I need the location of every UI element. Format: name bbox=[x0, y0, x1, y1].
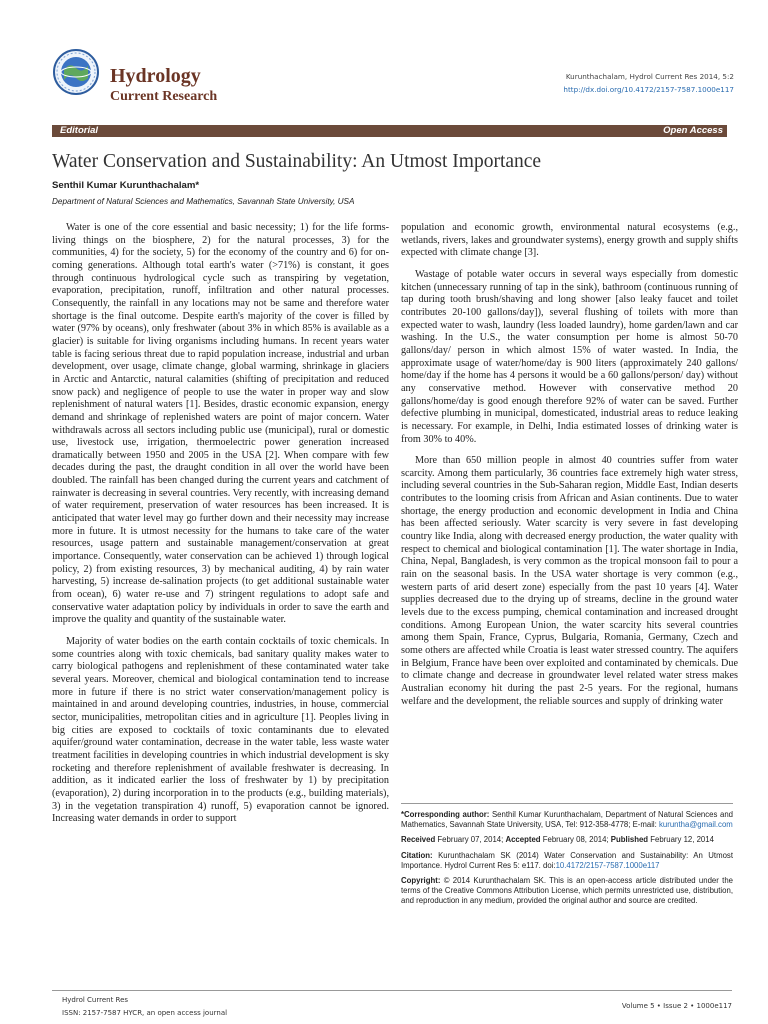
paragraph: Majority of water bodies on the earth contain cocktails of toxic chemicals. In some countries along with toxic chemicals, bad sanitary quality makes water to carry biological pathogens and replenishment of these contaminated water take several years. Moreover, chemical and biological contamination tend to increase more in future if there is no strict water conservation/management policy is maintained in and around developing countries, industries, in house, commercial sector, municipalities, metropolitan cities and in agriculture [1]. Peoples living in big cities are exposed to cocktails of toxic contaminants due to elevated aquifer/ground water contamination, decrease in the water table, less waste water treatment facilities in developing countries in which industrial development is sky rocketing and therefore replenishment of available freshwater is decreasing. In addition, as it indicated earlier the loss of freshwater by 1) by precipitation (evaporation), 2) during incorporation in to the products (e.g., building materials), 3) in the vegetation transpiration 4) runoff, 5) evaporation cannot be ignored. Increasing water demands in order to support bbox=[52, 636, 389, 825]
corresponding-author-note: *Corresponding author: Senthil Kumar Kurunthachalam, Department of Natural Sciences and Mathematics, Savannah State University, USA, Tel: 912-358-4778; E-mail: kuruntha@gmail.com bbox=[401, 810, 733, 830]
copyright-note: Copyright: © 2014 Kurunthachalam SK. This is an open-access article distributed under the terms of the Creative Commons Attribution License, which permits unrestricted use, distribution, and reproduction in any medium, provided the original author and source are credited. bbox=[401, 876, 733, 906]
citation-note: Citation: Kurunthachalam SK (2014) Water Conservation and Sustainability: An Utmost Importance. Hydrol Current Res 5: e117. doi:10.4172/2157-7587.1000e117 bbox=[401, 850, 733, 870]
footer-journal-info bbox=[62, 994, 227, 1020]
article-notes bbox=[401, 803, 733, 912]
paragraph: population and economic growth, environmental natural ecosystems (e.g., wetlands, rivers, lakes and groundwater systems), energy growth and supply shifts expected with climate change [3]. bbox=[401, 222, 738, 259]
footer-volume-issue: Volume 5 • Issue 2 • 1000e117 bbox=[621, 1002, 732, 1010]
section-bar bbox=[52, 125, 727, 137]
journal-header bbox=[52, 36, 742, 126]
body-column-left bbox=[52, 222, 389, 835]
journal-logo-icon bbox=[52, 48, 100, 96]
footer-issn: ISSN: 2157-7587 HYCR, an open access journal bbox=[62, 1009, 228, 1017]
author-affiliation: Department of Natural Sciences and Mathematics, Savannah State University, USA bbox=[52, 197, 355, 206]
paragraph: Wastage of potable water occurs in several ways especially from domestic kitchen (unnecessary running of tap in the sink), bathroom (continuous running of tap during tooth brush/shaving and long shower [also leaky faucet and toilet contributes 20-100 gallons/day]), several flushing of toilets with more than expected water to wash, laundry (less loaded laundry), home garden/lawn and car washing. In the U.S., the water consumption per home is almost 50-70 gallons/day/ person in which almost 15% of water wasted. In India, the approximate usage of water/home/day is 900 liters (approximately 240 gallons/ home/day if the home has 4 persons it would be a 60 gallons/person/ day) without any conservative method. However with conservative method 20 gallons/home/day is good enough therefore 92% of water can be saved. Further defective plumbing in municipal, domesticated, industrial areas to reduce leaking is necessary. For example, in Delhi, India estimated losses of drinking water is from 30% to 40%. bbox=[401, 268, 738, 445]
footer-divider bbox=[52, 990, 732, 991]
body-column-right bbox=[401, 222, 738, 717]
header-citation bbox=[563, 70, 734, 96]
article-type-label: Editorial bbox=[60, 125, 99, 136]
article-title: Water Conservation and Sustainability: An Utmost Importance bbox=[52, 151, 542, 172]
dates-note: Received February 07, 2014; Accepted February 08, 2014; Published February 12, 2014 bbox=[401, 835, 714, 845]
paragraph: More than 650 million people in almost 40 countries suffer from water scarcity. Among them particularly, 36 countries face extremely high water stress, including several countries in the Sub-Saharan region, Middle East, Indian deserts contributes to the looming crisis from African and Asian continents. Due to water shortage, the energy production and economic development in India and China has been affected seriously. Water scarcity is very severe in fast developing country like India, along with decreased energy production, the water quality with respect to chemical and biological contamination [1]. The water shortage in India, China, Nepal, Bangladesh, is very common as the tropical monsoon fail to pour a rain on the seasonal basis. In the USA water shortage is very common (e.g., western parts of arid desert zone) especially from the past 10 years [4]. Water supplies decreased due to the drying up of streams, decline in the ground water levels due to the excess pumping, chemical contamination and increased drought conditions. Among European Union, the water scarcity hits several countries among them Spain, France, Cyprus, Bulgaria, Romania, Germany, Czech and some others are affected while Croatia is least water stressed country. The aquifers in Belgium, France have been over exploited and contaminated by chemicals. Due to climate change and decrease in groundwater level related water stress makes Australian economy hit during the past 2-5 years. For the regional, humans welfare and the development, the reliable sources and supply of drinking water bbox=[401, 455, 738, 707]
paragraph: Water is one of the core essential and basic necessity; 1) for the life forms-living things on the biosphere, 2) for the natural processes, 3) for the communities, 4) for the society, 5) for the economy of the country and 6) for on-coming generations. Although total earth's water (>71%) is constant, it goes through continuous hydrological cycle such as transpiring by vegetation, evaporation, precipitation, runoff, infiltration and other natural processes. Consequently, the rainfall in any locations may not be same and therefore water shortage is the final outcome. Despite earth's majority of the cover is filled by water (97% by oceans), only freshwater (about 3% in which 85% is available as a glacier) is suitable for living organisms including humans. In recent years water table is facing serious threat due to rapid population increase, industrial and urban development, over usage, climate change, global warming, shrinkage in glaciers in Arctic and Antarctic, natural calamities (shifting of precipitation and reduced snow pack) and negligence of people to use the water in proper way and slow replenishment of natural waters [1]. Besides, drastic economic expansion, energy demand and shrinkage of replenished waters are point of major concern. Water withdrawals across all sectors including public use (municipal), rural or domestic use, livestock use, irrigation, thermoelectric power generation increased dramatically between 1950 and 2005 in the USA [2]. When compare with few decades during the past, the draught condition in all over the world have been doubled. The rainfall has been changed during the current years and catchment of rainwater is decreasing in several countries. Very recently, with increasing demand of water requirement, preservation of water resources has been increased. It is anticipated that water level may go further down and their necessity may increase more in future. It is utmost necessity for the humans to take care of the water resources, usage pattern and sustainable management/conservation at great importance. Consequently, water conservation can be achieved 1) through logical policy, 2) from existing resources, 3) by mechanical auditing, 4) by rain water harvesting, 5) increase de-salination projects (to get additional sustainable water from ocean), 6) water re-use and 7) stringent regulations to adopt safe and conservative water adaptation policy by individuals in order to save the earth and improve the quality and quantity of the sustainable water. bbox=[52, 222, 389, 626]
journal-name: Hydrology bbox=[110, 65, 201, 87]
doi-link[interactable]: http://dx.doi.org/10.4172/2157-7587.1000e117 bbox=[563, 85, 734, 94]
footer-journal-name: Hydrol Current Res bbox=[62, 996, 129, 1004]
email-link[interactable]: kuruntha@gmail.com bbox=[659, 820, 733, 830]
open-access-label: Open Access bbox=[663, 125, 723, 136]
citation-line: Kurunthachalam, Hydrol Current Res 2014, 5:2 bbox=[565, 72, 734, 81]
journal-subtitle: Current Research bbox=[110, 89, 218, 104]
citation-doi-link[interactable]: 10.4172/2157-7587.1000e117 bbox=[555, 860, 660, 870]
article-author: Senthil Kumar Kurunthachalam* bbox=[52, 180, 200, 191]
